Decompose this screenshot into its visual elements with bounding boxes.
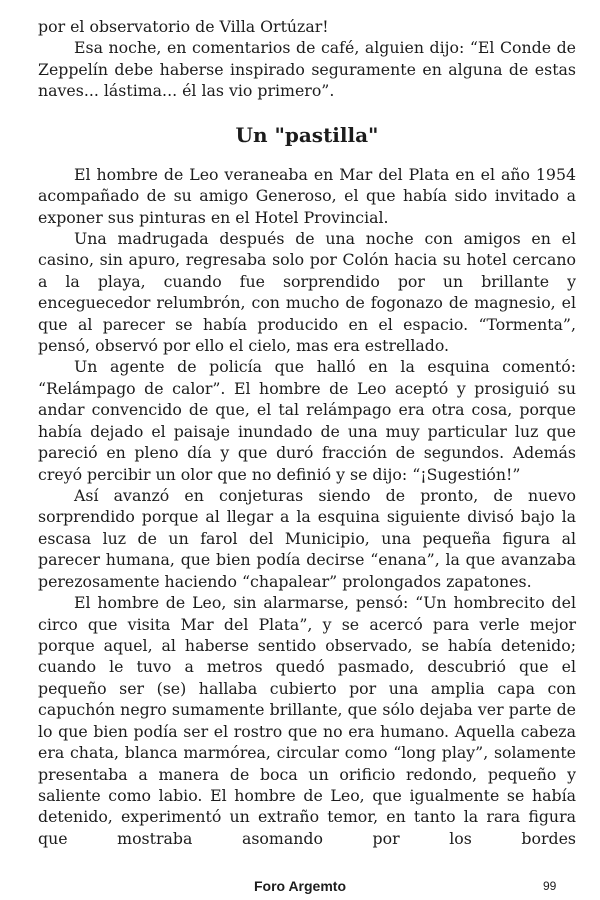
paragraph: Una madrugada después de una noche con amigos en el casino, sin apuro, regresaba solo por Colón hacia su hotel cercano a la playa, cuando fue sorprendido por un brillante y enceguecedor relumbrón, con mucho de fogonazo de magnesio, el que al parecer se había producido en el espacio. “Tormenta”, pensó, observó por ello el cielo, mas era estrellado. xyxy=(38,228,576,356)
paragraph: Un agente de policía que halló en la esquina comentó: “Relámpago de calor”. El hombre de Leo aceptó y prosiguió su andar convencido de que, el tal relámpago era otra cosa, porque había dejado el paisaje inundado de una muy particular luz que pareció en pleno día y que duró fracción de segundos. Además creyó percibir un olor que no definió y se dijo: “¡Sugestión!” xyxy=(38,357,576,484)
paragraph: Así avanzó en conjeturas siendo de pronto, de nuevo sorprendido porque al llegar a la esquina siguiente divisó bajo la escasa luz de un farol del Municipio, una pequeña figura al parecer humana, que bien podía decirse “enana”, la que avanzaba perezosamente haciendo “chapalear” prolongados zapatones. xyxy=(38,486,576,591)
footer-title: Foro Argemto xyxy=(253,878,347,894)
paragraph: El hombre de Leo veraneaba en Mar del Plata en el año 1954 acompañado de su amigo Generoso, el que había sido invitado a exponer sus pinturas en el Hotel Provincial. xyxy=(38,164,576,227)
section-title: Un "pastilla" xyxy=(235,122,379,147)
paragraph: por el observatorio de Villa Ortúzar! xyxy=(38,17,329,36)
body-text xyxy=(38,16,576,849)
paragraph: El hombre de Leo, sin alarmarse, pensó: “Un hombrecito del circo que visita Mar del Plata”, y se acercó para verle mejor porque aquel, al haberse sentido observado, se había detenido; cuando le tuvo a metros quedó pasmado, descubrió que el pequeño ser (se) hallaba cubierto por una amplia capa con capuchón negro sumamente brillante, que sólo dejaba ver parte de lo que bien podía ser el rostro que no era humano. Aquella cabeza era chata, blanca marmórea, circular como “long play”, solamente presentaba a manera de boca un orificio redondo, pequeño y saliente como labio. El hombre de Leo, que igualmente se había detenido, experimentó un extraño temor, en tanto la rara figura que mostraba asomando por los bordes xyxy=(38,593,576,848)
paragraph: Esa noche, en comentarios de café, alguien dijo: “El Conde de Zeppelín debe haberse inspirado seguramente en alguna de estas naves... lástima... él las vio primero”. xyxy=(38,38,576,101)
page-number: 99 xyxy=(543,879,557,893)
